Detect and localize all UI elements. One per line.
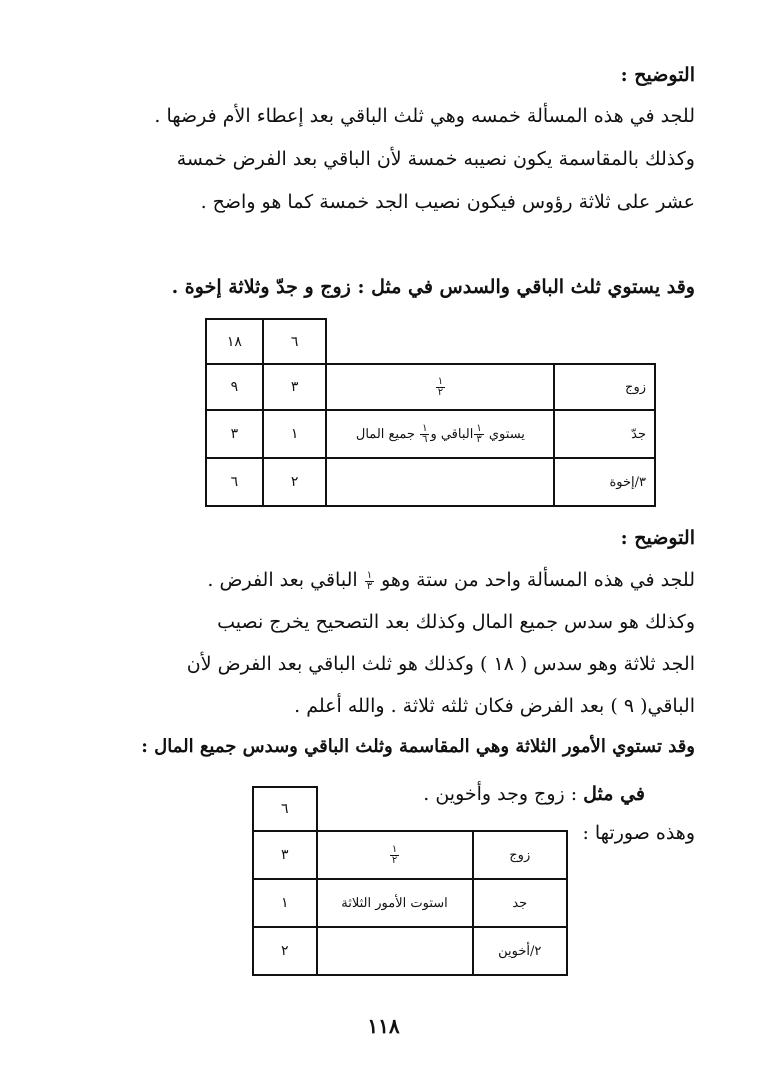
table-2-header-row (253, 787, 567, 831)
table-1-share-cell: يستوي $\frac{١}{٣}$ الباقي و $\frac{١}{٦}$ جميع المال (326, 410, 554, 458)
table-2-heir-cell: جد (473, 879, 567, 927)
table-row (253, 831, 567, 879)
fraction: $\frac{١}{٣}$ (476, 422, 482, 445)
table-1-heir-cell: زوج (554, 364, 655, 410)
table-2-cell: ٢ (253, 927, 317, 975)
paragraph-2-line-1: للجد في هذه المسألة واحد من ستة وهو $\frac{١}{٣}$ الباقي بعد الفرض . (207, 569, 695, 592)
table-1-share-cell (326, 364, 554, 410)
table-row (206, 364, 655, 410)
example-1-line: وقد يستوي ثلث الباقي والسدس في مثل : زوج و جدّ وثلاثة إخوة . (171, 276, 695, 298)
table-1-top-cell-1: ٦ (263, 319, 327, 364)
table-1-cell: ٣ (206, 410, 263, 458)
table-1-heir-cell: جدّ (554, 410, 655, 458)
fraction: $\frac{١}{٢}$ (437, 375, 444, 398)
fraction: $\frac{١}{٣}$ (366, 569, 373, 592)
paragraph-1-line-3: عشر على ثلاثة رؤوس فيكون نصيب الجد خمسة كما هو واضح . (200, 191, 695, 213)
table-2-cell: ١ (253, 879, 317, 927)
table-2-top-cell: ٦ (253, 787, 317, 831)
bold-statement-line: وقد تستوي الأمور الثلاثة وهي المقاسمة وثلث الباقي وسدس جميع المال : (141, 736, 695, 757)
heading-explanation-2: التوضيح : (620, 527, 695, 549)
table-row (206, 458, 655, 506)
table-1-top-cell-2: ١٨ (206, 319, 263, 364)
table-1-cell: ١ (263, 410, 327, 458)
table-1-header-row (206, 319, 655, 364)
table-row (253, 927, 567, 975)
table-1-cell: ٢ (263, 458, 327, 506)
figure-caption: وهذه صورتها : (582, 822, 695, 844)
fraction: $\frac{١}{٢}$ (391, 843, 398, 866)
table-row (253, 879, 567, 927)
table-2-heir-cell: زوج (473, 831, 567, 879)
table-1-cell: ٣ (263, 364, 327, 410)
table-2-share-cell: استوت الأمور الثلاثة (317, 879, 473, 927)
paragraph-1-line-2: وكذلك بالمقاسمة يكون نصيبه خمسة لأن الباقي بعد الفرض خمسة (176, 148, 695, 170)
table-1-cell: ٦ (206, 458, 263, 506)
fraction: $\frac{١}{٦}$ (422, 422, 428, 445)
table-1-heir-cell: ٣/إخوة (554, 458, 655, 506)
table-2-heir-cell: ٢/أخوين (473, 927, 567, 975)
table-2-cell: ٣ (253, 831, 317, 879)
table-row (206, 410, 655, 458)
paragraph-1-line-1: للجد في هذه المسألة خمسه وهي ثلث الباقي بعد إعطاء الأم فرضها . (154, 105, 695, 127)
inheritance-table-1 (205, 318, 656, 507)
paragraph-2-line-4: الباقي( ٩ ) بعد الفرض فكان ثلثه ثلاثة . والله أعلم . (294, 695, 695, 717)
page-number: ١١٨ (367, 1014, 400, 1038)
table-1-cell: ٩ (206, 364, 263, 410)
example-2-line: في مثل : زوج وجد وأخوين . (423, 783, 645, 805)
heading-explanation-1: التوضيح : (620, 64, 695, 86)
table-2-share-cell (317, 831, 473, 879)
paragraph-2-line-2: وكذلك هو سدس جميع المال وكذلك بعد التصحيح يخرج نصيب (217, 611, 695, 633)
inheritance-table-2 (252, 786, 568, 976)
paragraph-2-line-3: الجد ثلاثة وهو سدس ( ١٨ ) وكذلك هو ثلث الباقي بعد الفرض لأن (186, 653, 695, 675)
